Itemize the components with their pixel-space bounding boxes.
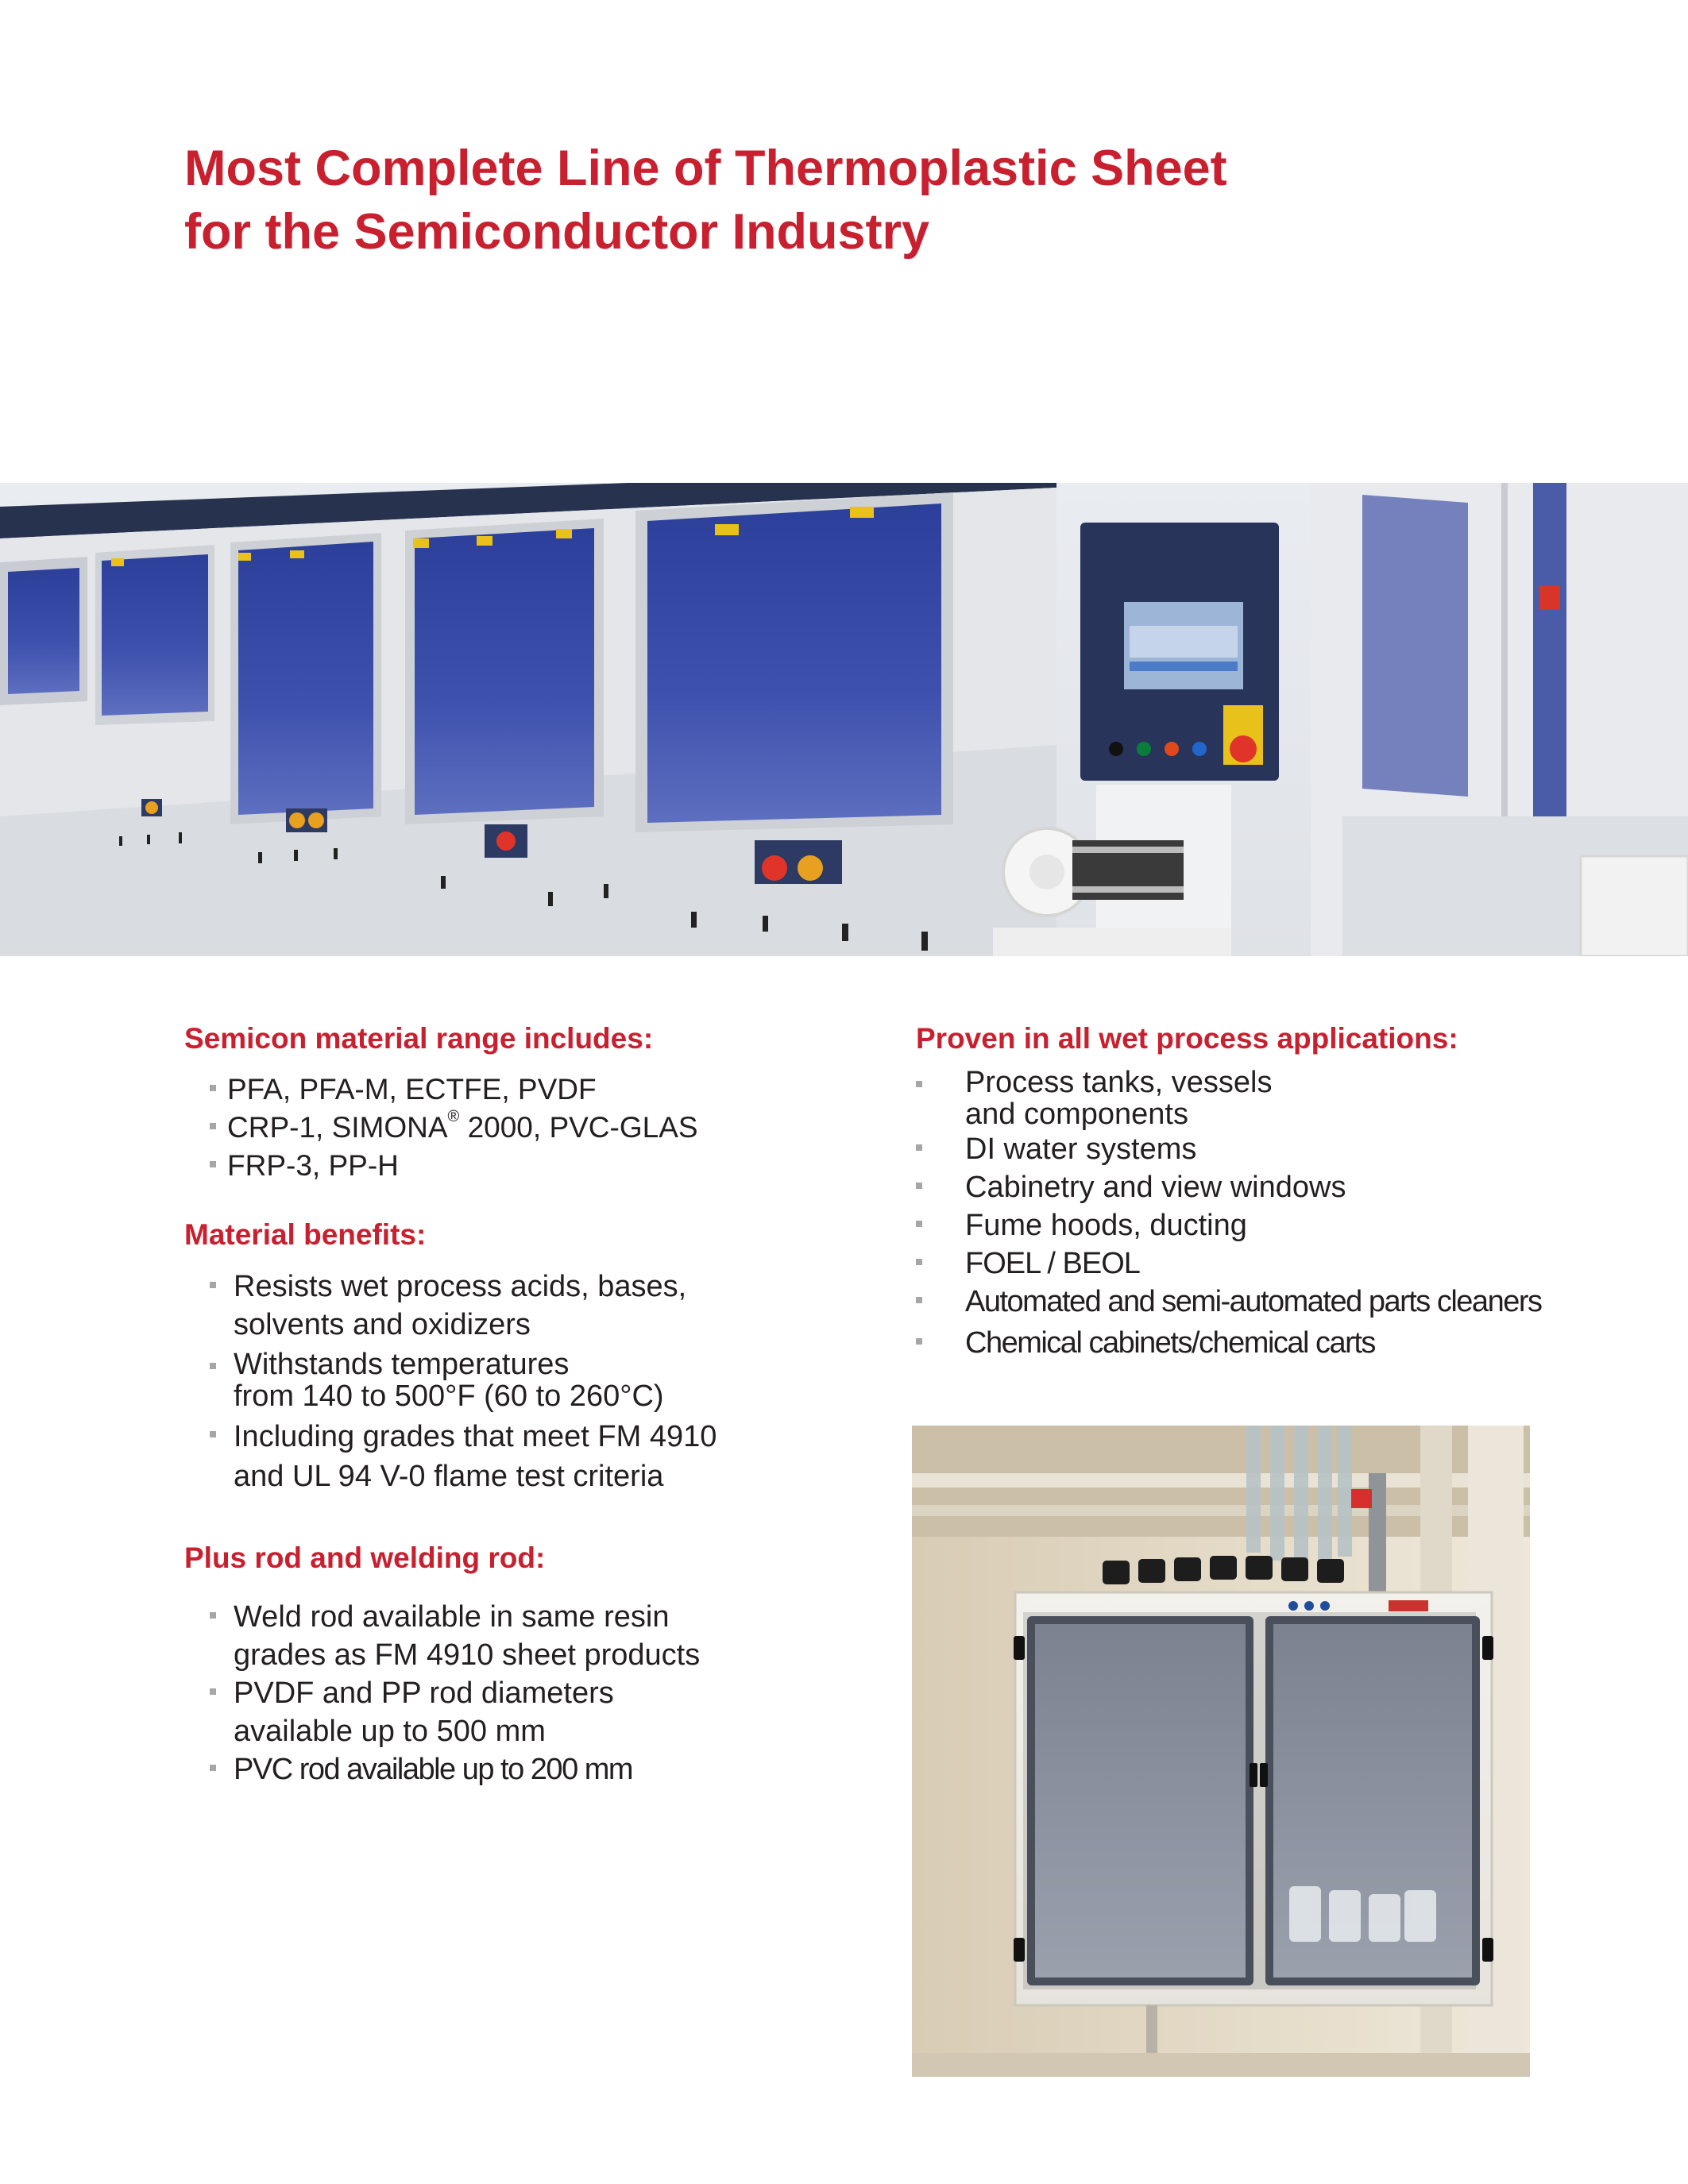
chemical-cabinet-photo [912,1426,1530,2077]
rod-heading: Plus rod and welding rod: [184,1542,546,1574]
list-item: PVDF and PP rod diameters available up to 500 mm [210,1674,700,1750]
list-item: Process tanks, vessels and components [916,1067,1541,1130]
bullet-square-icon [210,1282,216,1288]
list-item: PVC rod available up to 200 mm [210,1750,700,1788]
list-item: Automated and semi-automated parts cleaners [916,1283,1541,1321]
list-item: Resists wet process acids, bases, solvents and oxidizers [210,1268,717,1344]
list-item: Chemical cabinets/chemical carts [916,1324,1541,1362]
list-item: FRP-3, PP-H [210,1147,698,1185]
bullet-square-icon [210,1123,216,1129]
list-item: FOEL / BEOL [916,1244,1541,1283]
material-range-heading: Semicon material range includes: [184,1022,654,1055]
list-item: PFA, PFA-M, ECTFE, PVDF [210,1071,698,1109]
list-item: Including grades that meet FM 4910 and UL 94 V-0 flame test criteria [210,1417,717,1496]
page-title [184,137,1227,264]
bullet-square-icon [916,1081,922,1087]
list-item: Withstands temperatures from 140 to 500°F (60 to 260°C) [210,1349,717,1412]
bullet-square-icon [210,1161,216,1167]
bullet-square-icon [916,1221,922,1227]
bullet-square-icon [210,1688,216,1695]
bullet-square-icon [916,1144,922,1151]
bullet-square-icon [916,1183,922,1189]
list-item: Weld rod available in same resin grades as FM 4910 sheet products [210,1598,700,1674]
hero-photo-wet-bench [0,483,1688,956]
bullet-square-icon [916,1338,922,1345]
list-item: Fume hoods, ducting [916,1206,1541,1244]
material-range-list [210,1071,698,1185]
bullet-square-icon [916,1259,922,1265]
title-line-2: for the Semiconductor Industry [184,204,930,260]
list-item: Cabinetry and view windows [916,1168,1541,1206]
title-line-1: Most Complete Line of Thermoplastic Sheet [184,141,1227,196]
bullet-square-icon [210,1363,216,1369]
rod-list [210,1598,700,1788]
material-benefits-list [210,1268,717,1496]
applications-heading: Proven in all wet process applications: [916,1022,1458,1055]
list-item: CRP-1, SIMONA® 2000, PVC-GLAS [210,1109,698,1147]
material-benefits-heading: Material benefits: [184,1218,427,1251]
bullet-square-icon [210,1765,216,1771]
bullet-square-icon [210,1612,216,1619]
list-item: DI water systems [916,1130,1541,1168]
applications-list [916,1067,1541,1362]
bullet-square-icon [916,1297,922,1303]
bullet-square-icon [210,1085,216,1091]
bullet-square-icon [210,1431,216,1437]
